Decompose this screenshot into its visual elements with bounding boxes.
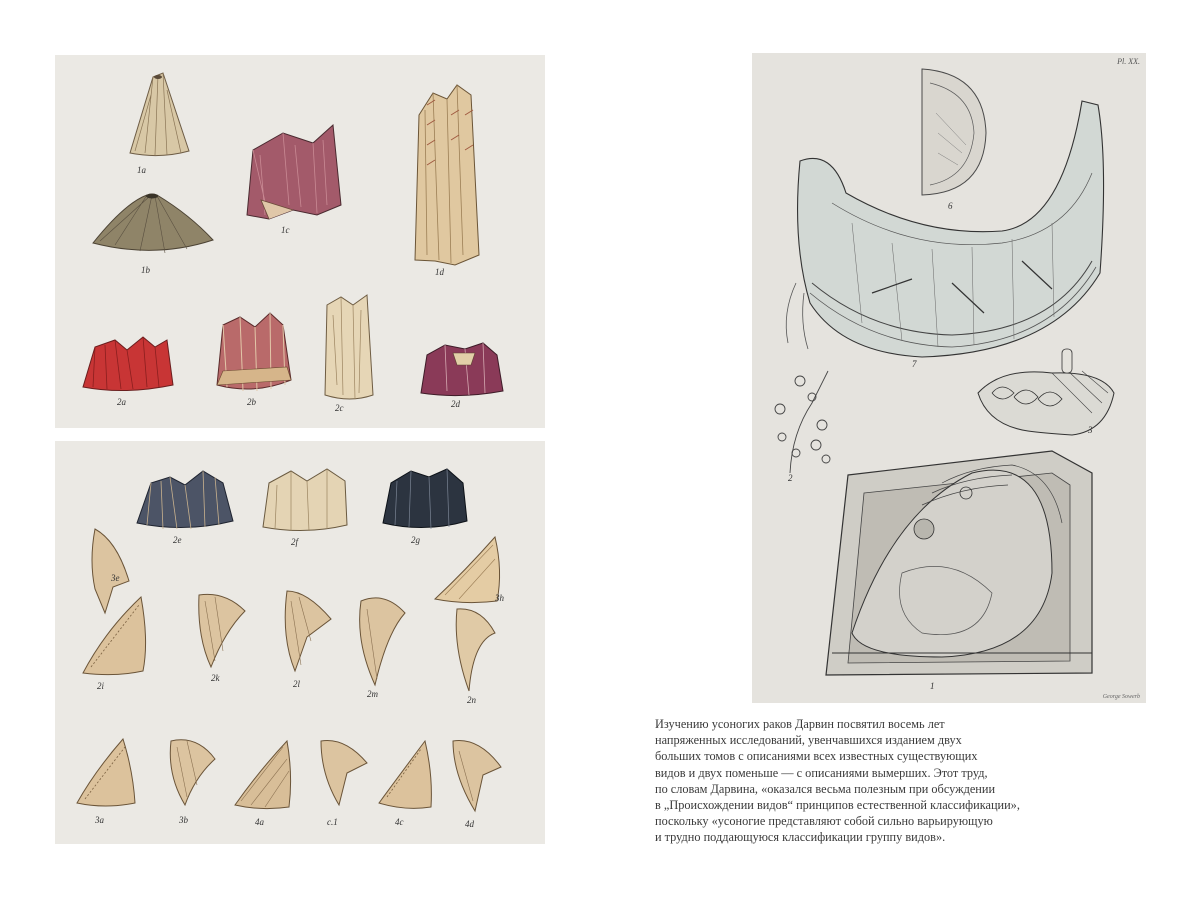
anatomy-figure-1 — [826, 451, 1092, 675]
caption-paragraph — [655, 716, 1125, 846]
barnacle-figure-1d — [415, 85, 479, 265]
plate-bottom-left — [55, 441, 545, 844]
barnacle-figure-2d — [421, 343, 503, 396]
barnacle-figure-3a — [77, 739, 135, 806]
figure-number: 3 — [1088, 425, 1093, 435]
caption-line: больших томов с описаниями всех известных существующих — [655, 749, 978, 764]
engraver-signature: George Sowerb — [1102, 694, 1140, 700]
figure-label: 3b — [179, 815, 188, 825]
figure-label: 1d — [435, 267, 444, 277]
figure-label: 2b — [247, 397, 256, 407]
figure-label: 4c — [395, 817, 404, 827]
barnacle-figure-2l — [285, 591, 331, 671]
figure-label: 1b — [141, 265, 150, 275]
figure-number: 1 — [930, 681, 935, 691]
barnacle-figure-4d — [453, 741, 501, 811]
barnacle-figure-2f — [263, 469, 347, 531]
barnacle-figure-2n — [456, 609, 495, 691]
figure-label: 2e — [173, 535, 182, 545]
figure-label: 1c — [281, 225, 290, 235]
figure-label: 3e — [111, 573, 120, 583]
figure-label: 2g — [411, 535, 420, 545]
figure-number: 2 — [788, 473, 793, 483]
figure-label: 2d — [451, 399, 460, 409]
caption-line: в „Происхождении видов“ принципов естественной классификации», — [655, 798, 1020, 813]
barnacle-illustrations-1 — [55, 55, 545, 428]
caption-line: напряженных исследований, увенчавшихся изданием двух — [655, 733, 962, 748]
caption-line: видов и двух поменьше — с описаниями вымерших. Этот труд, — [655, 765, 988, 780]
barnacle-figure-2k — [199, 594, 245, 667]
anatomy-figure-2 — [775, 371, 830, 473]
barnacle-figure-1b — [93, 194, 213, 254]
anatomy-figure-3 — [978, 349, 1114, 435]
caption-line: по словам Дарвина, «оказался весьма полезным при обсуждении — [655, 781, 996, 796]
barnacle-figure-3b — [170, 740, 215, 805]
barnacle-figure-1c — [247, 125, 341, 219]
figure-label: 4a — [255, 817, 264, 827]
plate-number: Pl. XX. — [1117, 57, 1140, 66]
figure-label: 2i — [97, 681, 105, 691]
figure-label: 2k — [211, 673, 220, 683]
barnacle-anatomy-engraving — [752, 53, 1146, 703]
barnacle-figure-4a — [235, 741, 291, 809]
barnacle-figure-1a — [130, 73, 189, 156]
figure-number: 7 — [912, 359, 917, 369]
figure-label: 2a — [117, 397, 126, 407]
barnacle-figure-c1 — [321, 740, 367, 805]
barnacle-figure-2c — [325, 295, 373, 399]
figure-label: 1a — [137, 165, 146, 175]
barnacle-figure-2a — [83, 337, 173, 391]
figure-number: 6 — [948, 201, 953, 211]
anatomy-figure-6 — [922, 69, 986, 195]
barnacle-figure-2i — [83, 597, 146, 675]
caption-line: поскольку «усоногие представляют собой сильно варьирующую — [655, 814, 993, 829]
barnacle-figure-2m — [360, 598, 405, 685]
caption-line: и трудно поддающуюся классификации группу видов». — [655, 830, 946, 845]
barnacle-figure-2e — [137, 471, 233, 529]
plate-top-left — [55, 55, 545, 428]
figure-label: 4d — [465, 819, 474, 829]
plate-right — [752, 53, 1146, 703]
figure-label: c.1 — [327, 817, 338, 827]
barnacle-illustrations-2 — [55, 441, 545, 844]
figure-label: 3h — [495, 593, 504, 603]
barnacle-figure-3e — [92, 529, 129, 613]
barnacle-figure-3h — [435, 537, 500, 603]
figure-label: 2n — [467, 695, 476, 705]
figure-label: 3a — [95, 815, 104, 825]
figure-label: 2f — [291, 537, 299, 547]
barnacle-figure-2g — [383, 469, 467, 529]
figure-label: 2l — [293, 679, 301, 689]
barnacle-figure-2b — [217, 313, 291, 391]
figure-label: 2m — [367, 689, 378, 699]
caption-line: Изучению усоногих раков Дарвин посвятил восемь лет — [655, 717, 945, 731]
barnacle-figure-4c — [379, 741, 431, 808]
figure-label: 2c — [335, 403, 344, 413]
